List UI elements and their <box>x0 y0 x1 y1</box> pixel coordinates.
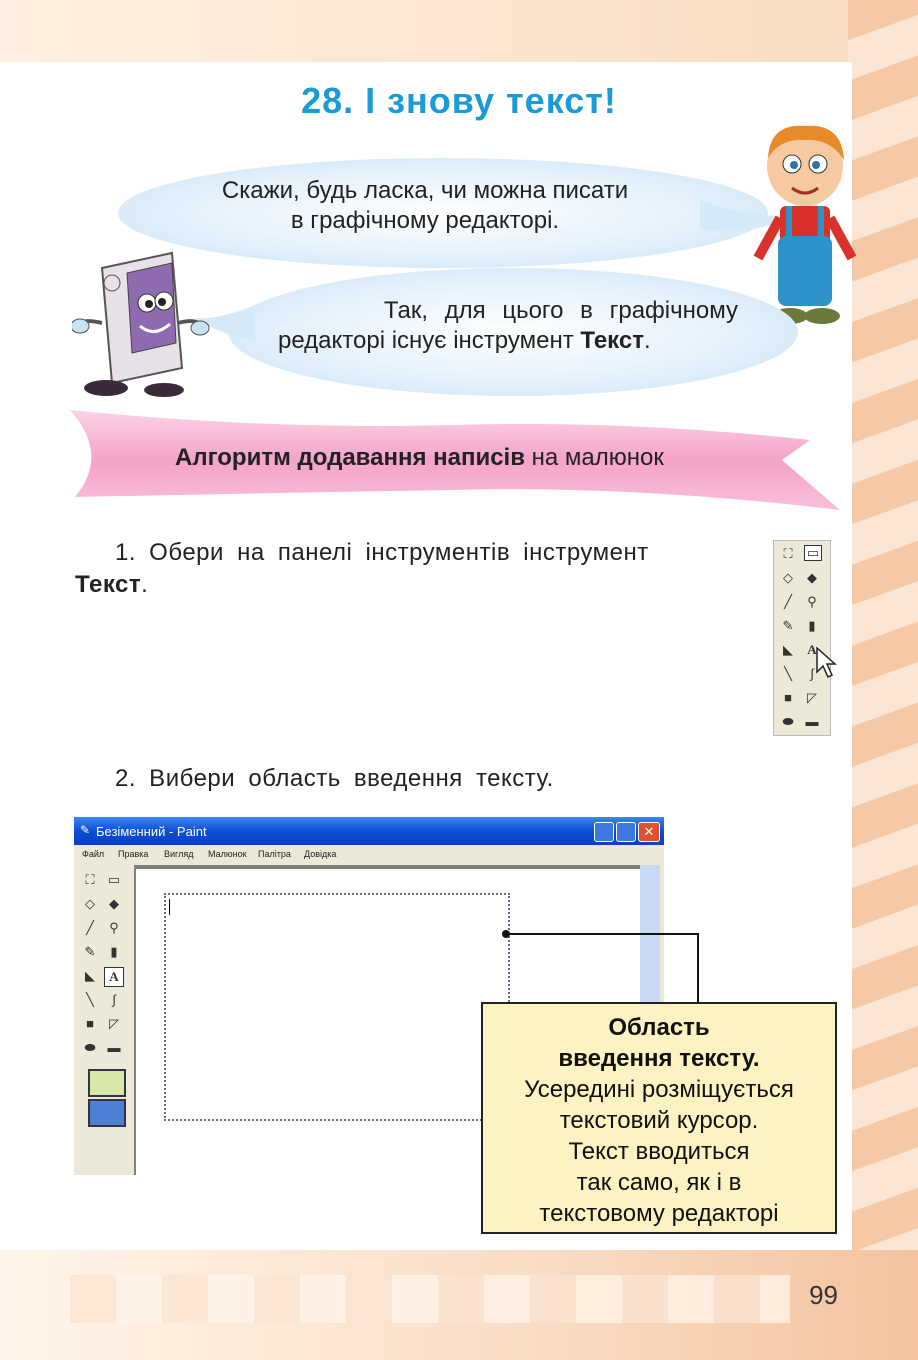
rect-select-icon[interactable]: ▭ <box>804 545 822 561</box>
page-number: 99 <box>809 1280 838 1310</box>
polygon-icon[interactable]: ◸ <box>807 690 817 705</box>
free-select-icon[interactable]: ⛶ <box>783 546 793 561</box>
pw-fill-icon[interactable]: ◆ <box>109 896 119 911</box>
callout-line-6: так само, як і в <box>576 1169 742 1196</box>
step-1-line2 <box>75 569 717 601</box>
paint-side-toolbox <box>78 867 130 1167</box>
pw-curve-icon[interactable]: ∫ <box>112 992 116 1007</box>
picker-icon[interactable]: ╱ <box>784 594 792 609</box>
pw-ellipse-icon[interactable]: ⬬ <box>84 1040 96 1055</box>
pw-free-select-icon[interactable]: ⛶ <box>85 872 95 887</box>
pc-speech-text <box>278 296 738 356</box>
computer-character <box>72 248 212 398</box>
pw-picker-icon[interactable]: ╱ <box>86 920 94 935</box>
maximize-button[interactable] <box>616 822 636 842</box>
pw-rect-select-icon[interactable]: ▭ <box>107 872 121 887</box>
close-button[interactable]: ✕ <box>638 822 660 842</box>
callout-connector <box>500 926 710 1006</box>
menu-file[interactable]: Файл <box>82 849 105 859</box>
pw-line-icon[interactable]: ╲ <box>86 992 94 1007</box>
boy-character <box>750 118 860 328</box>
fill-icon[interactable]: ◆ <box>807 570 817 585</box>
rounded-rect-icon[interactable]: ▬ <box>805 714 819 729</box>
text-area-callout <box>481 1002 837 1234</box>
callout-line-1: Область <box>608 1014 710 1041</box>
menu-edit[interactable]: Правка <box>118 849 149 859</box>
callout-line-7: текстовому редакторі <box>539 1200 779 1227</box>
paint-title-bar <box>74 817 664 845</box>
boy-line-1: Скажи, будь ласка, чи можна писати <box>221 177 629 204</box>
text-tool-icon[interactable]: A <box>807 642 817 657</box>
step-1-suffix: . <box>141 571 149 598</box>
menu-palette[interactable]: Палітра <box>258 849 291 859</box>
ribbon-text <box>175 444 664 472</box>
callout-line-2: введення тексту. <box>558 1045 760 1072</box>
step-1 <box>75 537 717 601</box>
boy-speech-text <box>130 176 720 236</box>
pc-line-2-suffix: . <box>643 327 651 354</box>
ellipse-icon[interactable]: ⬬ <box>782 714 794 729</box>
bottom-tiles <box>70 1275 790 1323</box>
callout-line-5: Текст вводиться <box>568 1138 750 1165</box>
line-icon[interactable]: ╲ <box>784 666 792 681</box>
transparency-option-2[interactable] <box>88 1099 126 1127</box>
pencil-icon[interactable]: ✎ <box>782 618 794 633</box>
pw-text-tool-icon[interactable]: A <box>104 967 124 987</box>
paint-toolbox <box>773 540 831 736</box>
pc-line-2 <box>278 326 738 356</box>
paint-window-title: Безіменний - Paint <box>96 824 207 839</box>
boy-line-2: в графічному редакторі. <box>290 207 560 234</box>
eraser-icon[interactable]: ◇ <box>783 570 793 585</box>
pw-airbrush-icon[interactable]: ◣ <box>85 968 95 983</box>
pc-line-2-bold: Текст <box>580 327 644 354</box>
step-1-bold: Текст <box>75 571 142 598</box>
pc-line-2-prefix: редакторі існує інструмент <box>278 327 581 354</box>
minimize-button[interactable] <box>594 822 614 842</box>
pw-magnifier-icon[interactable]: ⚲ <box>109 920 119 935</box>
ribbon-rest: на малюнок <box>524 444 664 471</box>
airbrush-icon[interactable]: ◣ <box>783 642 793 657</box>
brush-icon[interactable]: ▮ <box>808 618 816 633</box>
transparency-option-1[interactable] <box>88 1069 126 1097</box>
step-2: 2. Вибери область введення тексту. <box>115 765 554 792</box>
pw-rounded-rect-icon[interactable]: ▬ <box>107 1040 121 1055</box>
page-title: 28. І знову текст! <box>301 80 617 121</box>
pc-line-1: Так, для цього в графічному <box>383 297 738 324</box>
menu-view[interactable]: Вигляд <box>164 849 194 859</box>
pw-rectangle-icon[interactable]: ■ <box>86 1016 94 1031</box>
menu-help[interactable]: Довідка <box>304 849 337 859</box>
menu-image[interactable]: Малюнок <box>208 849 247 859</box>
callout-line-3: Усередині розміщується <box>524 1076 794 1103</box>
mouse-cursor-icon <box>815 646 839 680</box>
magnifier-icon[interactable]: ⚲ <box>807 594 817 609</box>
pw-pencil-icon[interactable]: ✎ <box>84 944 96 959</box>
rectangle-icon[interactable]: ■ <box>784 690 792 705</box>
text-input-area[interactable] <box>164 893 510 1121</box>
callout-line-4: текстовий курсор. <box>559 1107 759 1134</box>
paint-menu-bar <box>74 845 664 863</box>
pw-brush-icon[interactable]: ▮ <box>110 944 118 959</box>
pw-polygon-icon[interactable]: ◸ <box>109 1016 119 1031</box>
step-1-line1: 1. Обери на панелі інструментів інструмент <box>115 539 649 566</box>
paint-app-icon: ✎ <box>80 823 91 837</box>
pw-eraser-icon[interactable]: ◇ <box>85 896 95 911</box>
top-band <box>0 0 918 62</box>
text-cursor <box>169 899 170 915</box>
ribbon-bold: Алгоритм додавання написів <box>175 444 525 471</box>
curve-icon[interactable]: ∫ <box>810 666 814 681</box>
